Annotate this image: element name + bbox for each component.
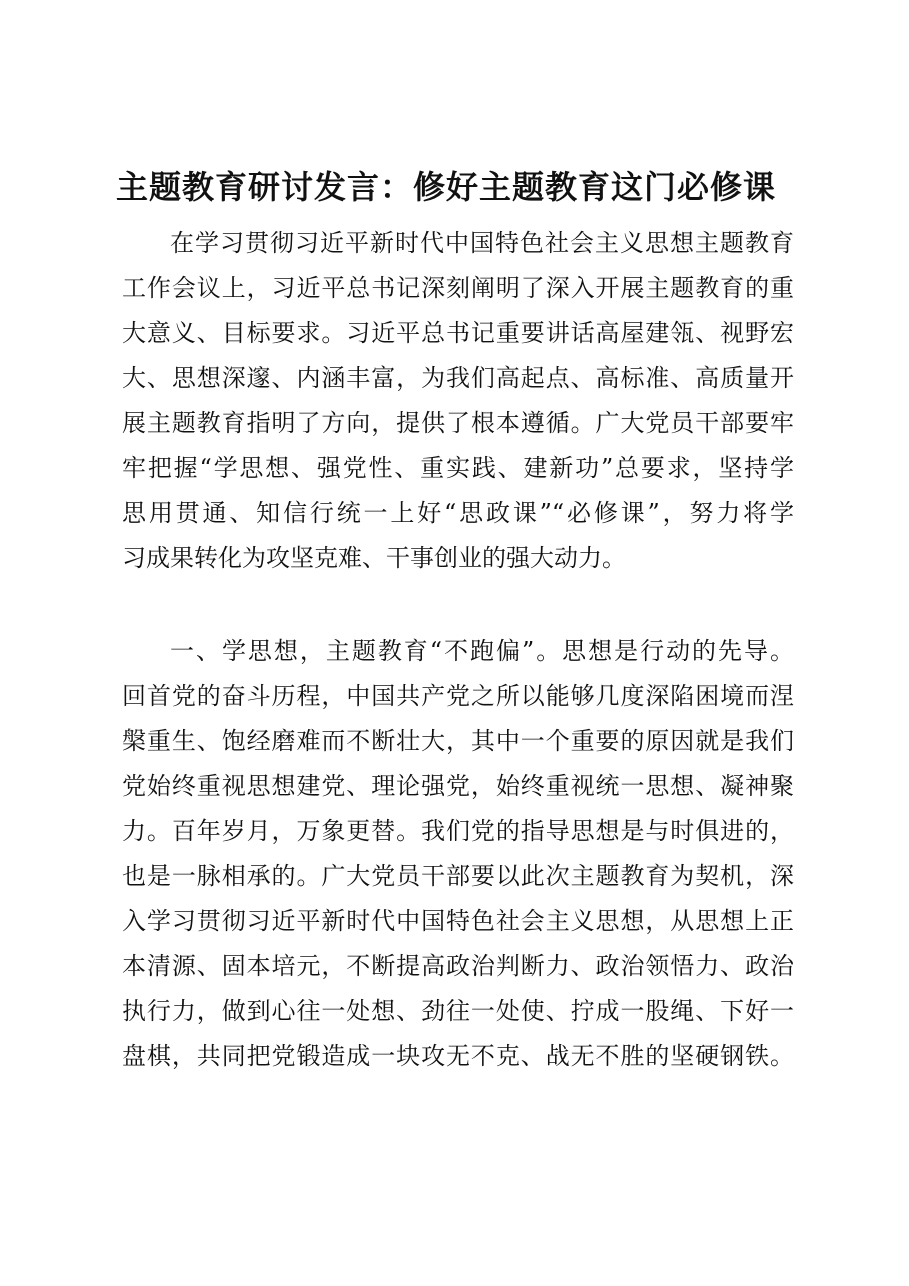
paragraph-line: 大意义、目标要求。习近平总书记重要讲话高屋建瓴、视野宏 [122, 319, 794, 347]
document-title: 主题教育研讨发言：修好主题教育这门必修课 [116, 168, 777, 206]
paragraph-line: 盘棋，共同把党锻造成一块攻无不克、战无不胜的坚硬钢铁。 [122, 1042, 794, 1070]
paragraph-line: 槃重生、饱经磨难而不断壮大，其中一个重要的原因就是我们 [122, 727, 794, 755]
paragraph-line: 入学习贯彻习近平新时代中国特色社会主义思想，从思想上正 [122, 907, 794, 935]
paragraph-line: 工作会议上，习近平总书记深刻阐明了深入开展主题教育的重 [122, 274, 794, 302]
paragraph-line: 执行力，做到心往一处想、劲往一处使、拧成一股绳、下好一 [122, 997, 794, 1025]
paragraph-line: 牢把握“学思想、强党性、重实践、建新功”总要求，坚持学 [122, 454, 794, 482]
paragraph-line: 在学习贯彻习近平新时代中国特色社会主义思想主题教育 [170, 229, 794, 257]
paragraph-line: 党始终重视思想建党、理论强党，始终重视统一思想、凝神聚 [122, 772, 794, 800]
paragraph-line: 思用贯通、知信行统一上好“思政课”“必修课”，努力将学 [122, 499, 794, 527]
paragraph-line: 大、思想深邃、内涵丰富，为我们高起点、高标准、高质量开 [122, 364, 794, 392]
paragraph-line: 也是一脉相承的。广大党员干部要以此次主题教育为契机，深 [122, 862, 794, 890]
paragraph-line: 习成果转化为攻坚克难、干事创业的强大动力。 [122, 544, 626, 572]
paragraph-line: 回首党的奋斗历程，中国共产党之所以能够几度深陷困境而涅 [122, 682, 794, 710]
paragraph-section-one [122, 629, 794, 1079]
paragraph-line: 本清源、固本培元，不断提高政治判断力、政治领悟力、政治 [122, 952, 794, 980]
paragraph-intro [122, 221, 794, 581]
paragraph-line: 一、学思想，主题教育“不跑偏”。思想是行动的先导。 [170, 637, 794, 665]
paragraph-line: 展主题教育指明了方向，提供了根本遵循。广大党员干部要牢 [122, 409, 794, 437]
paragraph-line: 力。百年岁月，万象更替。我们党的指导思想是与时俱进的， [122, 817, 794, 845]
